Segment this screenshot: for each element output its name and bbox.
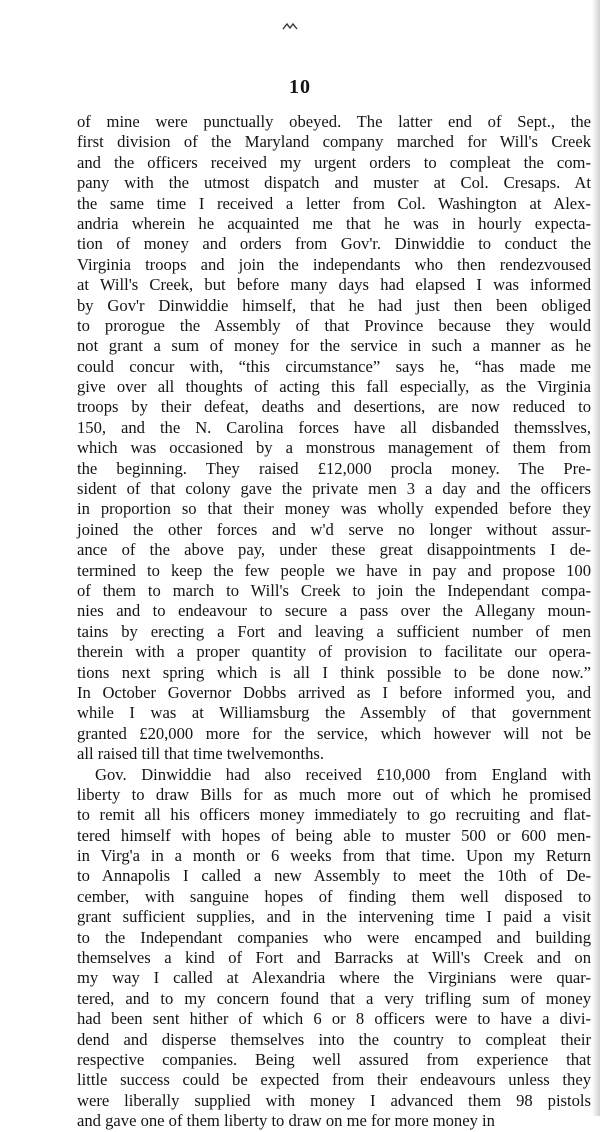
text-line: pany with the utmost dispatch and muster at Col. Cresaps. At (77, 173, 591, 193)
text-line: to prorogue the Assembly of that Province because they would (77, 315, 591, 335)
text-line: of mine were punctually obeyed. The latter end of Sept., the (77, 112, 591, 131)
text-line: sident of that colony gave the private men 3 a day and the officers (77, 479, 591, 499)
text-line: and the officers received my urgent orders to compleat the com- (77, 152, 591, 172)
text-line: In October Governor Dobbs arrived as I before informed you, and (77, 682, 591, 702)
page-edge-shadow (592, 0, 600, 1116)
text-line: tered himself with hopes of being able to muster 500 or 600 men- (77, 825, 591, 845)
text-line: and gave one of them liberty to draw on me for more money in (77, 1111, 495, 1131)
text-line: andria wherein he acquainted me that he was in hourly expecta- (77, 213, 591, 233)
text-line: themselves a kind of Fort and Barracks at Will's Creek and on (77, 948, 591, 968)
text-line: Gov. Dinwiddie had also received £10,000 from England with (95, 764, 591, 784)
text-line: joined the other forces and w'd serve no longer without assur- (77, 519, 591, 539)
text-line: termined to keep the few people we have in pay and propose 100 (77, 560, 591, 580)
text-line: troops by their defeat, deaths and desertions, are now reduced to (77, 397, 591, 417)
text-line: while I was at Williamsburg the Assembly of that government (77, 703, 591, 723)
body-text (77, 112, 591, 1132)
text-line: tions next spring which is all I think possible to be done now.” (77, 662, 591, 682)
text-line: to Annapolis I called a new Assembly to meet the 10th of De- (77, 866, 591, 886)
text-line: Virginia troops and join the independants who then rendezvoused (77, 254, 591, 274)
text-line: in Virg'a in a month or 6 weeks from that time. Upon my Return (77, 846, 591, 866)
text-line: tains by erecting a Fort and leaving a sufficient number of men (77, 621, 591, 641)
text-line: all raised till that time twelvemonths. (77, 744, 325, 764)
text-line: grant sufficient supplies, and in the intervening time I paid a visit (77, 907, 591, 927)
text-line: ance of the above pay, under these great disappointments I de- (77, 540, 591, 560)
text-line: therein with a proper quantity of provision to facilitate our opera- (77, 642, 591, 662)
text-line: in proportion so that their money was wholly expended before they (77, 499, 591, 519)
text-line: at Will's Creek, but before many days had elapsed I was informed (77, 275, 591, 295)
text-line: which was occasioned by a monstrous management of them from (77, 438, 591, 458)
text-line: my way I called at Alexandria where the Virginians were quar- (77, 968, 591, 988)
ink-mark-icon (282, 22, 300, 32)
text-line: tered, and to my concern found that a very trifling sum of money (77, 988, 591, 1008)
text-line: of them to march to Will's Creek to join the Independant compa- (77, 580, 591, 600)
text-line: liberty to draw Bills for as much more out of which he promised (77, 784, 591, 804)
text-line: 150, and the N. Carolina forces have all disbanded themsslves, (77, 417, 591, 437)
text-line: cember, with sanguine hopes of finding them well disposed to (77, 886, 591, 906)
text-line: tion of money and orders from Gov'r. Dinwiddie to conduct the (77, 234, 591, 254)
text-line: give over all thoughts of acting this fall especially, as the Virginia (77, 377, 591, 397)
text-line: were liberally supplied with money I advanced them 98 pistols (77, 1090, 591, 1110)
text-line: not grant a sum of money for the service in such a manner as he (77, 336, 591, 356)
text-line: respective companies. Being well assured from experience that (77, 1049, 591, 1069)
text-line: to the Independant companies who were encamped and building (77, 927, 591, 947)
text-line: by Gov'r Dinwiddie himself, that he had just then been obliged (77, 295, 591, 315)
text-line: little success could be expected from their endeavours unless they (77, 1070, 591, 1090)
text-line: could concur with, “this circumstance” says he, “has made me (77, 356, 591, 376)
page-number: 10 (289, 76, 311, 98)
text-line: first division of the Maryland company marched for Will's Creek (77, 132, 591, 152)
text-line: the beginning. They raised £12,000 procla money. The Pre- (77, 458, 591, 478)
text-line: granted £20,000 more for the service, which however will not be (77, 723, 591, 743)
text-line: to remit all his officers money immediately to go recruiting and flat- (77, 805, 591, 825)
text-line: had been sent hither of which 6 or 8 officers were to have a divi- (77, 1009, 591, 1029)
text-line: nies and to endeavour to secure a pass over the Allegany moun- (77, 601, 591, 621)
text-line: the same time I received a letter from Col. Washington at Alex- (77, 193, 591, 213)
text-line: dend and disperse themselves into the country to compleat their (77, 1029, 591, 1049)
